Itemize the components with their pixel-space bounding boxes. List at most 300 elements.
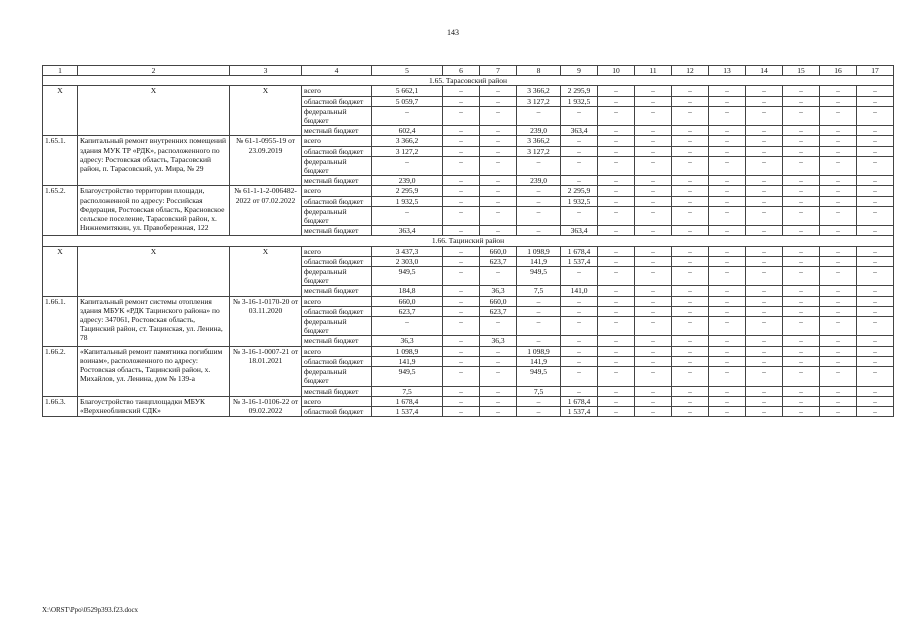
table-row <box>43 186 894 196</box>
amount-cell: – <box>783 106 820 125</box>
amount-cell: – <box>820 346 857 356</box>
amount-cell: – <box>672 126 709 136</box>
file-path-footer: X:\ORST\Ppo\0529p393.f23.docx <box>42 606 139 614</box>
amount-cell: – <box>820 336 857 346</box>
column-number: 13 <box>709 66 746 76</box>
amount-cell: 36,3 <box>372 336 443 346</box>
amount-cell: – <box>517 317 561 336</box>
amount-cell: – <box>746 206 783 225</box>
item-document: № 3-16-1-0007-21 от 18.01.2021 <box>230 346 302 396</box>
table-row <box>43 246 894 256</box>
amount-cell: – <box>443 246 480 256</box>
amount-cell: – <box>672 356 709 366</box>
amount-cell: – <box>598 286 635 296</box>
amount-cell: – <box>635 176 672 186</box>
amount-cell: 2 295,9 <box>561 186 598 196</box>
amount-cell: – <box>517 406 561 416</box>
amount-cell: – <box>598 396 635 406</box>
amount-cell: – <box>857 186 894 196</box>
funding-type: областной бюджет <box>302 406 372 416</box>
amount-cell: – <box>746 367 783 386</box>
amount-cell: – <box>598 146 635 156</box>
amount-cell: – <box>635 317 672 336</box>
amount-cell: – <box>820 186 857 196</box>
amount-cell: – <box>857 286 894 296</box>
amount-cell: – <box>709 367 746 386</box>
column-number: 6 <box>443 66 480 76</box>
amount-cell: – <box>635 306 672 316</box>
funding-type: всего <box>302 346 372 356</box>
amount-cell: 141,0 <box>561 286 598 296</box>
amount-cell: – <box>709 406 746 416</box>
amount-cell: – <box>672 136 709 146</box>
amount-cell: – <box>635 106 672 125</box>
amount-cell: – <box>857 136 894 146</box>
funding-type: местный бюджет <box>302 226 372 236</box>
amount-cell: – <box>443 226 480 236</box>
amount-cell: – <box>598 96 635 106</box>
amount-cell: – <box>857 346 894 356</box>
amount-cell: – <box>783 306 820 316</box>
amount-cell: – <box>672 206 709 225</box>
amount-cell: – <box>517 226 561 236</box>
amount-cell: – <box>820 286 857 296</box>
amount-cell: – <box>746 406 783 416</box>
amount-cell: – <box>857 356 894 366</box>
amount-cell: 949,5 <box>372 267 443 286</box>
amount-cell: – <box>857 146 894 156</box>
amount-cell: – <box>709 396 746 406</box>
amount-cell: – <box>746 186 783 196</box>
amount-cell: – <box>443 306 480 316</box>
amount-cell: – <box>746 136 783 146</box>
amount-cell: 949,5 <box>372 367 443 386</box>
amount-cell: 3 127,2 <box>372 146 443 156</box>
amount-cell: – <box>709 146 746 156</box>
funding-type: всего <box>302 186 372 196</box>
amount-cell: – <box>783 136 820 146</box>
funding-type: федеральный бюджет <box>302 267 372 286</box>
amount-cell: – <box>635 156 672 175</box>
amount-cell: – <box>672 156 709 175</box>
amount-cell: – <box>635 336 672 346</box>
budget-table <box>42 65 894 417</box>
funding-type: областной бюджет <box>302 196 372 206</box>
section-row <box>43 76 894 86</box>
amount-cell: – <box>857 206 894 225</box>
amount-cell: – <box>746 356 783 366</box>
amount-cell: – <box>443 146 480 156</box>
amount-cell: – <box>746 286 783 296</box>
amount-cell: 2 303,0 <box>372 256 443 266</box>
amount-cell: 239,0 <box>372 176 443 186</box>
amount-cell: – <box>820 256 857 266</box>
amount-cell: – <box>746 176 783 186</box>
amount-cell: – <box>746 126 783 136</box>
amount-cell: 1 098,9 <box>517 246 561 256</box>
amount-cell: – <box>709 206 746 225</box>
amount-cell: – <box>635 296 672 306</box>
amount-cell: – <box>480 186 517 196</box>
amount-cell: – <box>857 296 894 306</box>
amount-cell: – <box>857 336 894 346</box>
amount-cell: – <box>820 146 857 156</box>
amount-cell: 660,0 <box>372 296 443 306</box>
amount-cell: – <box>783 356 820 366</box>
column-number: 4 <box>302 66 372 76</box>
amount-cell: – <box>561 306 598 316</box>
amount-cell: – <box>820 196 857 206</box>
amount-cell: – <box>820 267 857 286</box>
amount-cell: – <box>598 267 635 286</box>
amount-cell: – <box>672 386 709 396</box>
amount-cell: – <box>857 306 894 316</box>
amount-cell: 141,9 <box>517 256 561 266</box>
amount-cell: – <box>857 86 894 96</box>
amount-cell: – <box>783 256 820 266</box>
amount-cell: 184,8 <box>372 286 443 296</box>
amount-cell: – <box>783 386 820 396</box>
amount-cell: 1 537,4 <box>561 406 598 416</box>
item-number: X <box>43 246 78 296</box>
amount-cell: – <box>598 186 635 196</box>
amount-cell: 7,5 <box>517 286 561 296</box>
amount-cell: 1 932,5 <box>561 96 598 106</box>
amount-cell: – <box>443 176 480 186</box>
item-name: Благоустройство танцплощадки МБУК «Верхнеобливский СДК» <box>78 396 230 416</box>
amount-cell: – <box>372 206 443 225</box>
amount-cell: – <box>598 176 635 186</box>
amount-cell: – <box>598 386 635 396</box>
amount-cell: – <box>746 396 783 406</box>
item-name: «Капитальный ремонт памятника погибшим воинам», расположенного по адресу: Ростовская область, Тацинский район, х. Михайлов, ул. Ленина, дом № 139-а <box>78 346 230 396</box>
amount-cell: – <box>635 346 672 356</box>
amount-cell: – <box>746 306 783 316</box>
amount-cell: – <box>709 126 746 136</box>
amount-cell: – <box>857 96 894 106</box>
amount-cell: 5 662,1 <box>372 86 443 96</box>
amount-cell: – <box>783 406 820 416</box>
amount-cell: – <box>517 206 561 225</box>
funding-type: всего <box>302 296 372 306</box>
amount-cell: 1 678,4 <box>372 396 443 406</box>
item-number: 1.65.1. <box>43 136 78 186</box>
amount-cell: – <box>857 317 894 336</box>
amount-cell: – <box>820 367 857 386</box>
amount-cell: – <box>783 146 820 156</box>
amount-cell: 7,5 <box>372 386 443 396</box>
amount-cell: – <box>598 406 635 416</box>
amount-cell: – <box>672 346 709 356</box>
section-title: 1.66. Тацинский район <box>43 236 894 246</box>
table-row <box>43 346 894 356</box>
amount-cell: – <box>443 186 480 196</box>
amount-cell: – <box>709 86 746 96</box>
amount-cell: – <box>746 256 783 266</box>
section-row <box>43 236 894 246</box>
amount-cell: – <box>517 306 561 316</box>
amount-cell: – <box>709 356 746 366</box>
amount-cell: – <box>443 286 480 296</box>
amount-cell: – <box>635 396 672 406</box>
funding-type: областной бюджет <box>302 96 372 106</box>
amount-cell: 2 295,9 <box>372 186 443 196</box>
amount-cell: – <box>480 317 517 336</box>
item-document: № 61-1-1-2-006482-2022 от 07.02.2022 <box>230 186 302 236</box>
column-number: 5 <box>372 66 443 76</box>
amount-cell: – <box>857 246 894 256</box>
item-number: X <box>43 86 78 136</box>
amount-cell: – <box>635 246 672 256</box>
amount-cell: – <box>746 96 783 106</box>
amount-cell: – <box>857 267 894 286</box>
amount-cell: – <box>820 356 857 366</box>
amount-cell: – <box>746 86 783 96</box>
amount-cell: – <box>443 367 480 386</box>
amount-cell: – <box>480 96 517 106</box>
amount-cell: – <box>672 246 709 256</box>
amount-cell: 949,5 <box>517 267 561 286</box>
amount-cell: 1 098,9 <box>517 346 561 356</box>
amount-cell: – <box>820 176 857 186</box>
amount-cell: – <box>746 346 783 356</box>
section-title: 1.65. Тарасовский район <box>43 76 894 86</box>
amount-cell: – <box>561 206 598 225</box>
amount-cell: – <box>820 386 857 396</box>
amount-cell: – <box>443 317 480 336</box>
amount-cell: – <box>709 196 746 206</box>
amount-cell: – <box>598 346 635 356</box>
amount-cell: 5 059,7 <box>372 96 443 106</box>
amount-cell: – <box>480 176 517 186</box>
amount-cell: – <box>372 156 443 175</box>
amount-cell: – <box>672 286 709 296</box>
amount-cell: – <box>561 346 598 356</box>
amount-cell: – <box>783 206 820 225</box>
amount-cell: – <box>857 386 894 396</box>
amount-cell: 623,7 <box>480 256 517 266</box>
amount-cell: – <box>820 126 857 136</box>
amount-cell: – <box>709 286 746 296</box>
amount-cell: 239,0 <box>517 176 561 186</box>
column-number: 1 <box>43 66 78 76</box>
amount-cell: – <box>709 317 746 336</box>
funding-type: областной бюджет <box>302 146 372 156</box>
amount-cell: – <box>709 226 746 236</box>
amount-cell: – <box>635 386 672 396</box>
column-number-row <box>43 66 894 76</box>
amount-cell: – <box>443 386 480 396</box>
amount-cell: – <box>480 196 517 206</box>
amount-cell: – <box>443 136 480 146</box>
amount-cell: – <box>635 356 672 366</box>
amount-cell: – <box>561 367 598 386</box>
amount-cell: – <box>672 86 709 96</box>
item-name: X <box>78 246 230 296</box>
amount-cell: – <box>443 86 480 96</box>
amount-cell: – <box>443 356 480 366</box>
amount-cell: 141,9 <box>372 356 443 366</box>
amount-cell: – <box>746 246 783 256</box>
amount-cell: – <box>443 256 480 266</box>
amount-cell: – <box>746 146 783 156</box>
amount-cell: – <box>857 176 894 186</box>
amount-cell: – <box>480 206 517 225</box>
column-number: 2 <box>78 66 230 76</box>
amount-cell: 36,3 <box>480 336 517 346</box>
amount-cell: – <box>857 367 894 386</box>
amount-cell: 3 127,2 <box>517 96 561 106</box>
amount-cell: – <box>480 386 517 396</box>
column-number: 8 <box>517 66 561 76</box>
item-document: № 3-16-1-0170-20 от 03.11.2020 <box>230 296 302 346</box>
amount-cell: – <box>443 106 480 125</box>
column-number: 17 <box>857 66 894 76</box>
table-row <box>43 396 894 406</box>
amount-cell: – <box>598 306 635 316</box>
amount-cell: – <box>783 86 820 96</box>
amount-cell: – <box>517 396 561 406</box>
amount-cell: – <box>480 86 517 96</box>
amount-cell: 660,0 <box>480 246 517 256</box>
amount-cell: – <box>598 206 635 225</box>
amount-cell: – <box>598 156 635 175</box>
amount-cell: – <box>480 106 517 125</box>
amount-cell: – <box>783 186 820 196</box>
item-number: 1.66.2. <box>43 346 78 396</box>
amount-cell: – <box>598 256 635 266</box>
amount-cell: 602,4 <box>372 126 443 136</box>
amount-cell: – <box>820 206 857 225</box>
amount-cell: – <box>598 356 635 366</box>
column-number: 14 <box>746 66 783 76</box>
amount-cell: – <box>635 146 672 156</box>
funding-type: местный бюджет <box>302 176 372 186</box>
item-document: X <box>230 246 302 296</box>
amount-cell: 1 932,5 <box>372 196 443 206</box>
amount-cell: – <box>783 267 820 286</box>
page-number: 143 <box>447 28 459 37</box>
amount-cell: – <box>672 406 709 416</box>
amount-cell: – <box>820 226 857 236</box>
amount-cell: 3 127,2 <box>517 146 561 156</box>
amount-cell: – <box>709 156 746 175</box>
amount-cell: – <box>443 156 480 175</box>
amount-cell: – <box>561 296 598 306</box>
amount-cell: – <box>561 176 598 186</box>
amount-cell: – <box>783 196 820 206</box>
amount-cell: – <box>672 186 709 196</box>
amount-cell: – <box>672 296 709 306</box>
funding-type: федеральный бюджет <box>302 106 372 125</box>
column-number: 16 <box>820 66 857 76</box>
amount-cell: – <box>561 106 598 125</box>
funding-type: областной бюджет <box>302 356 372 366</box>
funding-type: федеральный бюджет <box>302 317 372 336</box>
amount-cell: – <box>443 296 480 306</box>
amount-cell: – <box>709 386 746 396</box>
amount-cell: 949,5 <box>517 367 561 386</box>
amount-cell: – <box>783 396 820 406</box>
amount-cell: – <box>635 136 672 146</box>
amount-cell: – <box>443 196 480 206</box>
amount-cell: – <box>598 246 635 256</box>
column-number: 7 <box>480 66 517 76</box>
amount-cell: 141,9 <box>517 356 561 366</box>
item-name: X <box>78 86 230 136</box>
amount-cell: – <box>709 96 746 106</box>
amount-cell: – <box>709 186 746 196</box>
amount-cell: – <box>672 267 709 286</box>
amount-cell: – <box>561 386 598 396</box>
amount-cell: – <box>517 336 561 346</box>
amount-cell: – <box>672 256 709 266</box>
amount-cell: – <box>480 406 517 416</box>
table-row <box>43 296 894 306</box>
amount-cell: – <box>746 386 783 396</box>
amount-cell: – <box>820 317 857 336</box>
amount-cell: – <box>480 226 517 236</box>
amount-cell: – <box>517 196 561 206</box>
amount-cell: – <box>672 146 709 156</box>
amount-cell: – <box>783 336 820 346</box>
amount-cell: 1 678,4 <box>561 246 598 256</box>
amount-cell: – <box>746 196 783 206</box>
amount-cell: – <box>635 186 672 196</box>
amount-cell: – <box>783 286 820 296</box>
amount-cell: – <box>746 106 783 125</box>
amount-cell: – <box>709 346 746 356</box>
column-number: 12 <box>672 66 709 76</box>
amount-cell: – <box>443 96 480 106</box>
amount-cell: – <box>783 296 820 306</box>
amount-cell: – <box>820 106 857 125</box>
amount-cell: – <box>709 106 746 125</box>
amount-cell: 623,7 <box>480 306 517 316</box>
amount-cell: – <box>635 196 672 206</box>
amount-cell: – <box>857 126 894 136</box>
amount-cell: – <box>672 226 709 236</box>
amount-cell: 3 366,2 <box>517 136 561 146</box>
funding-type: местный бюджет <box>302 126 372 136</box>
amount-cell: – <box>480 126 517 136</box>
funding-type: местный бюджет <box>302 336 372 346</box>
item-document: № 3-16-1-0106-22 от 09.02.2022 <box>230 396 302 416</box>
amount-cell: – <box>857 226 894 236</box>
amount-cell: – <box>709 176 746 186</box>
column-number: 9 <box>561 66 598 76</box>
funding-type: федеральный бюджет <box>302 156 372 175</box>
column-number: 10 <box>598 66 635 76</box>
amount-cell: – <box>598 367 635 386</box>
item-document: X <box>230 86 302 136</box>
amount-cell: – <box>820 406 857 416</box>
amount-cell: – <box>857 396 894 406</box>
amount-cell: 660,0 <box>480 296 517 306</box>
amount-cell: 623,7 <box>372 306 443 316</box>
amount-cell: – <box>517 296 561 306</box>
amount-cell: – <box>561 156 598 175</box>
amount-cell: – <box>635 96 672 106</box>
amount-cell: – <box>820 396 857 406</box>
amount-cell: – <box>672 196 709 206</box>
funding-type: всего <box>302 136 372 146</box>
amount-cell: – <box>561 317 598 336</box>
amount-cell: – <box>746 226 783 236</box>
amount-cell: – <box>598 126 635 136</box>
amount-cell: – <box>443 126 480 136</box>
item-number: 1.66.1. <box>43 296 78 346</box>
